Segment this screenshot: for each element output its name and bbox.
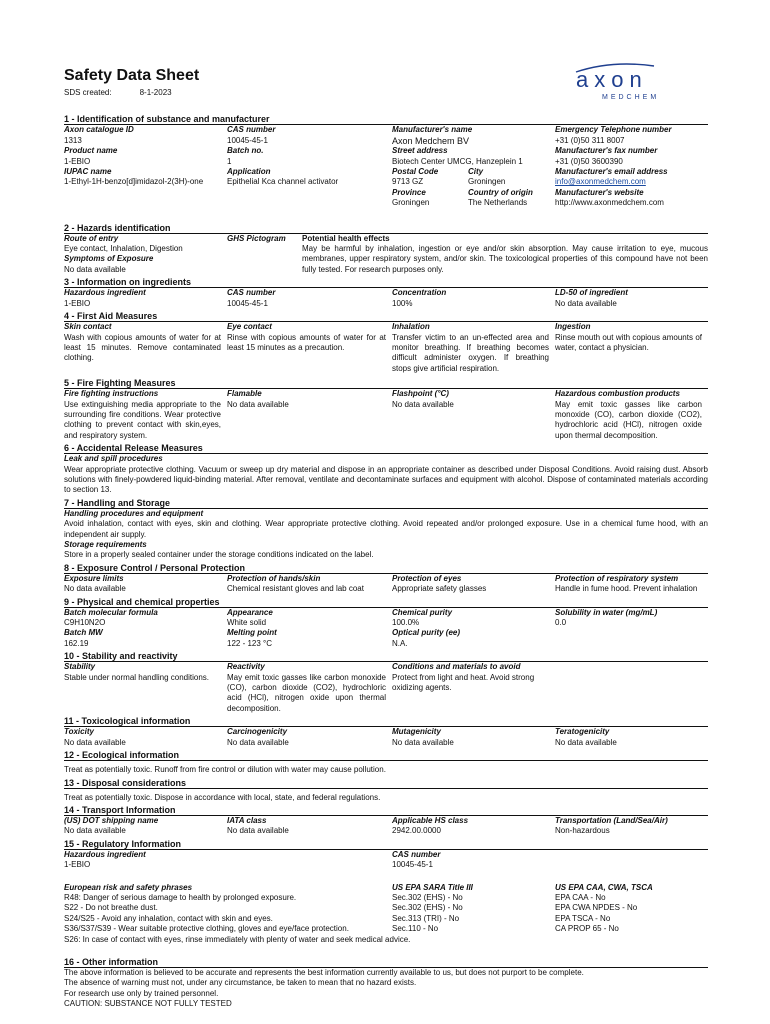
combustion-products-label: Hazardous combustion products [555, 389, 680, 399]
eyes-protection-label: Protection of eyes [392, 573, 462, 583]
eu-phrase: S26: In case of contact with eyes, rinse immediately with plenty of water and seek medical advice. [64, 934, 411, 944]
emergency-label: Emergency Telephone number [555, 125, 672, 135]
iata-value: No data available [227, 826, 289, 836]
street-label: Street address [392, 146, 448, 156]
sara-item: Sec.110 - No [392, 924, 439, 934]
section-4-title: 4 - First Aid Measures [64, 311, 708, 322]
melting-label: Melting point [227, 628, 277, 638]
reg-cas-value: 10045-45-1 [392, 860, 433, 870]
carcinogenicity-value: No data available [227, 737, 289, 747]
teratogenicity-label: Teratogenicity [555, 727, 610, 737]
section-4-body [64, 322, 708, 374]
toxicity-value: No data available [64, 737, 126, 747]
melting-value: 122 - 123 °C [227, 638, 273, 648]
combustion-products-value: May emit toxic gasses like carbon monoxide (CO), carbon dioxide (CO2), hydrochloric acid (HCl), nitrogen oxide upon thermal decomposition. [555, 399, 702, 440]
cas-label: CAS number [227, 125, 276, 135]
section-15-title: 15 - Regulatory Information [64, 839, 708, 850]
cas-value: 10045-45-1 [227, 135, 268, 145]
hands-protection-label: Protection of hands/skin [227, 573, 321, 583]
transport-label: Transportation (Land/Sea/Air) [555, 815, 668, 825]
country-label: Country of origin [468, 187, 533, 197]
section-7-title: 7 - Handling and Storage [64, 498, 708, 509]
disposal-value: Treat as potentially toxic. Dispose in accordance with local, state, and federal regulations. [64, 792, 381, 802]
manufacturer-label: Manufacturer's name [392, 125, 473, 135]
concentration-label: Concentration [392, 288, 447, 298]
reg-hazardous-label: Hazardous ingredient [64, 849, 146, 859]
eu-phrase: R48: Danger of serious damage to health by prolonged exposure. [64, 892, 297, 902]
cas-label-3: CAS number [227, 288, 276, 298]
ingestion-value: Rinse mouth out with copious amounts of water, contact a physician. [555, 332, 702, 352]
section-14-title: 14 - Transport Information [64, 805, 708, 816]
section-2-body [64, 234, 708, 276]
optical-label: Optical purity (ee) [392, 628, 461, 638]
storage-value: Store in a properly sealed container under the storage conditions indicated on the label. [64, 550, 374, 560]
solubility-value: 0.0 [555, 618, 567, 628]
purity-label: Chemical purity [392, 607, 453, 617]
batch-value: 1 [227, 156, 232, 166]
effects-value: May be harmful by inhalation, ingestion or eye and/or skin absorption. May cause irritation to eye, mucous membranes, upper respiratory system, and/or skin. The toxicological properties of this compound have not been fully tested. For research purposes only. [302, 244, 708, 274]
email-label: Manufacturer's email address [555, 167, 668, 177]
section-14-body [64, 816, 708, 837]
province-label: Province [392, 187, 426, 197]
formula-value: C9H10N2O [64, 618, 106, 628]
logo-subtext: MEDCHEM [602, 94, 660, 101]
symptoms-label: Symptoms of Exposure [64, 254, 154, 264]
eye-contact-label: Eye contact [227, 322, 272, 332]
dot-label: (US) DOT shipping name [64, 815, 159, 825]
page-title: Safety Data Sheet [64, 67, 200, 84]
hazardous-ingredient-label: Hazardous ingredient [64, 288, 146, 298]
caa-item: EPA TSCA - No [555, 913, 611, 923]
fire-instructions-label: Fire fighting instructions [64, 389, 159, 399]
iupac-value: 1-Ethyl-1H-benzo[d]imidazol-2(3H)-one [64, 177, 204, 187]
section-5-title: 5 - Fire Fighting Measures [64, 378, 708, 389]
formula-label: Batch molecular formula [64, 607, 158, 617]
solubility-label: Solubility in water (mg/mL) [555, 607, 658, 617]
sds-meta [64, 88, 708, 98]
mw-value: 162.19 [64, 638, 89, 648]
section-3-title: 3 - Information on ingredients [64, 277, 708, 288]
handling-label: Handling procedures and equipment [64, 508, 204, 518]
sara-item: Sec.302 (EHS) - No [392, 903, 463, 913]
batch-label: Batch no. [227, 146, 264, 156]
mutagenicity-value: No data available [392, 737, 454, 747]
eyes-protection-value: Appropriate safety glasses [392, 584, 487, 594]
mw-label: Batch MW [64, 628, 103, 638]
effects-label: Potential health effects [302, 233, 390, 243]
sds-created-label: SDS created: [64, 88, 112, 97]
section-6-title: 6 - Accidental Release Measures [64, 443, 708, 454]
section-13-title: 13 - Disposal considerations [64, 778, 708, 789]
axon-catalogue-label: Axon catalogue ID [64, 125, 134, 135]
section-9-body [64, 608, 708, 650]
manufacturer-value: Axon Medchem BV [392, 135, 470, 146]
product-name-value: 1-EBIO [64, 156, 91, 166]
caa-label: US EPA CAA, CWA, TSCA [555, 882, 653, 892]
flamable-label: Flamable [227, 389, 262, 399]
section-10-body [64, 662, 708, 714]
section-8-body [64, 574, 708, 595]
email-link[interactable]: info@axonmedchem.com [555, 177, 646, 187]
reactivity-label: Reactivity [227, 662, 265, 672]
dot-value: No data available [64, 826, 126, 836]
section-5-body [64, 389, 708, 441]
iupac-label: IUPAC name [64, 167, 112, 177]
symptoms-value: No data available [64, 264, 126, 274]
mutagenicity-label: Mutagenicity [392, 727, 441, 737]
teratogenicity-value: No data available [555, 737, 617, 747]
avoid-label: Conditions and materials to avoid [392, 662, 521, 672]
reactivity-value: May emit toxic gasses like carbon monoxide (CO), carbon dioxide (CO2), hydrochloric acid (HCl), nitrogen oxide upon thermal decomposition. [227, 672, 386, 713]
reg-cas-label: CAS number [392, 849, 441, 859]
section-12-title: 12 - Ecological information [64, 750, 708, 761]
exposure-limits-label: Exposure limits [64, 573, 124, 583]
skin-contact-label: Skin contact [64, 322, 112, 332]
postal-label: Postal Code [392, 167, 439, 177]
stability-label: Stability [64, 662, 96, 672]
website-label: Manufacturer's website [555, 187, 644, 197]
sara-label: US EPA SARA Title III [392, 882, 473, 892]
country-value: The Netherlands [468, 198, 528, 208]
ld50-value: No data available [555, 298, 617, 308]
section-15-ingredients [64, 850, 708, 871]
eu-phrase: S36/S37/S39 - Wear suitable protective clothing, gloves and eye/face protection. [64, 924, 349, 934]
other-info-line: The absence of warning must not, under any circumstance, be taken to mean that no hazard exists. [64, 978, 417, 988]
sds-created-value: 8-1-2023 [139, 88, 172, 97]
city-value: Groningen [468, 177, 506, 187]
ld50-label: LD-50 of ingredient [555, 288, 628, 298]
section-15-phrases [64, 883, 708, 945]
cas-value-3: 10045-45-1 [227, 298, 268, 308]
sds-document [64, 60, 708, 1010]
ingestion-label: Ingestion [555, 322, 591, 332]
caa-item: EPA CAA - No [555, 892, 606, 902]
section-9-title: 9 - Physical and chemical properties [64, 597, 708, 608]
hs-label: Applicable HS class [392, 815, 469, 825]
respiratory-protection-value: Handle in fume hood. Prevent inhalation [555, 584, 698, 594]
exposure-limits-value: No data available [64, 584, 126, 594]
appearance-value: White solid [227, 618, 267, 628]
avoid-value: Protect from light and heat. Avoid strong oxidizing agents. [392, 672, 535, 693]
emergency-value: +31 (0)50 311 8007 [555, 135, 625, 145]
fax-label: Manufacturer's fax number [555, 146, 658, 156]
route-value: Eye contact, Inhalation, Digestion [64, 244, 183, 254]
hs-value: 2942.00.0000 [392, 826, 441, 836]
section-16-title: 16 - Other information [64, 957, 708, 968]
street-value: Biotech Center UMCG, Hanzeplein 1 [392, 156, 523, 166]
fire-instructions-value: Use extinguishing media appropriate to the surrounding fire conditions. Wear protective clothing to prevent contact with skin,eyes, and respiratory system. [64, 399, 221, 440]
postal-value: 9713 GZ [392, 177, 424, 187]
storage-label: Storage requirements [64, 540, 147, 549]
flashpoint-value: No data available [392, 399, 454, 409]
section-2-title: 2 - Hazards identification [64, 223, 708, 234]
province-value: Groningen [392, 198, 430, 208]
section-8-title: 8 - Exposure Control / Personal Protection [64, 563, 708, 574]
city-label: City [468, 167, 484, 177]
product-name-label: Product name [64, 146, 118, 156]
eu-phrases-label: European risk and safety phrases [64, 882, 193, 892]
section-11-body [64, 727, 708, 748]
reg-hazardous-value: 1-EBIO [64, 860, 91, 870]
skin-contact-value: Wash with copious amounts of water for at least 15 minutes. Remove contaminated clothing. [64, 332, 221, 363]
concentration-value: 100% [392, 298, 413, 308]
section-11-title: 11 - Toxicological information [64, 716, 708, 727]
section-1-body [64, 125, 708, 208]
other-info-line: CAUTION: SUBSTANCE NOT FULLY TESTED [64, 999, 232, 1009]
caa-item: EPA CWA NPDES - No [555, 903, 638, 913]
hands-protection-value: Chemical resistant gloves and lab coat [227, 584, 364, 594]
stability-value: Stable under normal handling conditions. [64, 672, 209, 682]
other-info-line: The above information is believed to be accurate and represents the best information currently available to us, but does not purport to be complete. [64, 967, 584, 977]
logo-text: axon [576, 67, 648, 92]
ecological-value: Treat as potentially toxic. Runoff from fire control or dilution with water may cause pollution. [64, 765, 386, 775]
inhalation-value: Transfer victim to an un-effected area and monitor breathing. If breathing becomes difficult administer oxygen. If breathing stops give artificial respiration. [392, 332, 549, 373]
website-link[interactable]: http://www.axonmedchem.com [555, 198, 664, 208]
application-label: Application [227, 167, 271, 177]
leak-label: Leak and spill procedures [64, 454, 163, 464]
sara-item: Sec.313 (TRI) - No [392, 913, 460, 923]
eu-phrase: S24/S25 - Avoid any inhalation, contact with skin and eyes. [64, 913, 273, 923]
respiratory-protection-label: Protection of respiratory system [555, 573, 679, 583]
eu-phrase: S22 - Do not breathe dust. [64, 903, 158, 913]
other-info-line: For research use only by trained personnel. [64, 988, 219, 998]
optical-value: N.A. [392, 638, 408, 648]
section-3-body [64, 288, 708, 309]
caa-item: CA PROP 65 - No [555, 924, 619, 934]
flashpoint-label: Flashpoint (°C) [392, 389, 449, 399]
application-value: Epithelial Kca channel activator [227, 177, 339, 187]
iata-label: IATA class [227, 815, 267, 825]
flamable-value: No data available [227, 399, 289, 409]
route-label: Route of entry [64, 233, 119, 243]
handling-value: Avoid inhalation, contact with eyes, skin and clothing. Wear appropriate protective clothing. Avoid repeated and/or prolonged exposure. Use in a chemical fume hood, with an independent air supply. [64, 519, 708, 539]
carcinogenicity-label: Carcinogenicity [227, 727, 288, 737]
fax-value: +31 (0)50 3600390 [555, 156, 623, 166]
section-10-title: 10 - Stability and reactivity [64, 651, 708, 662]
eye-contact-value: Rinse with copious amounts of water for at least 15 minutes as a precaution. [227, 332, 386, 352]
toxicity-label: Toxicity [64, 727, 94, 737]
ghs-label: GHS Pictogram [227, 233, 286, 243]
section-1-title: 1 - Identification of substance and manufacturer [64, 114, 708, 125]
purity-value: 100.0% [392, 618, 420, 628]
axon-catalogue-value: 1313 [64, 135, 82, 145]
transport-value: Non-hazardous [555, 826, 610, 836]
leak-value: Wear appropriate protective clothing. Vacuum or sweep up dry material and dispose in an appropriate container as described under Disposal Conditions. Avoid raising dust. Absorb solutions with finely-powdered liquid-binding material. After removal, ventilate and decontaminate surfaces and equipment with alcohol. Dispose of contaminated materials according to section 13. [64, 464, 708, 495]
appearance-label: Appearance [227, 607, 273, 617]
inhalation-label: Inhalation [392, 322, 430, 332]
hazardous-ingredient-value: 1-EBIO [64, 298, 91, 308]
sara-item: Sec.302 (EHS) - No [392, 892, 463, 902]
